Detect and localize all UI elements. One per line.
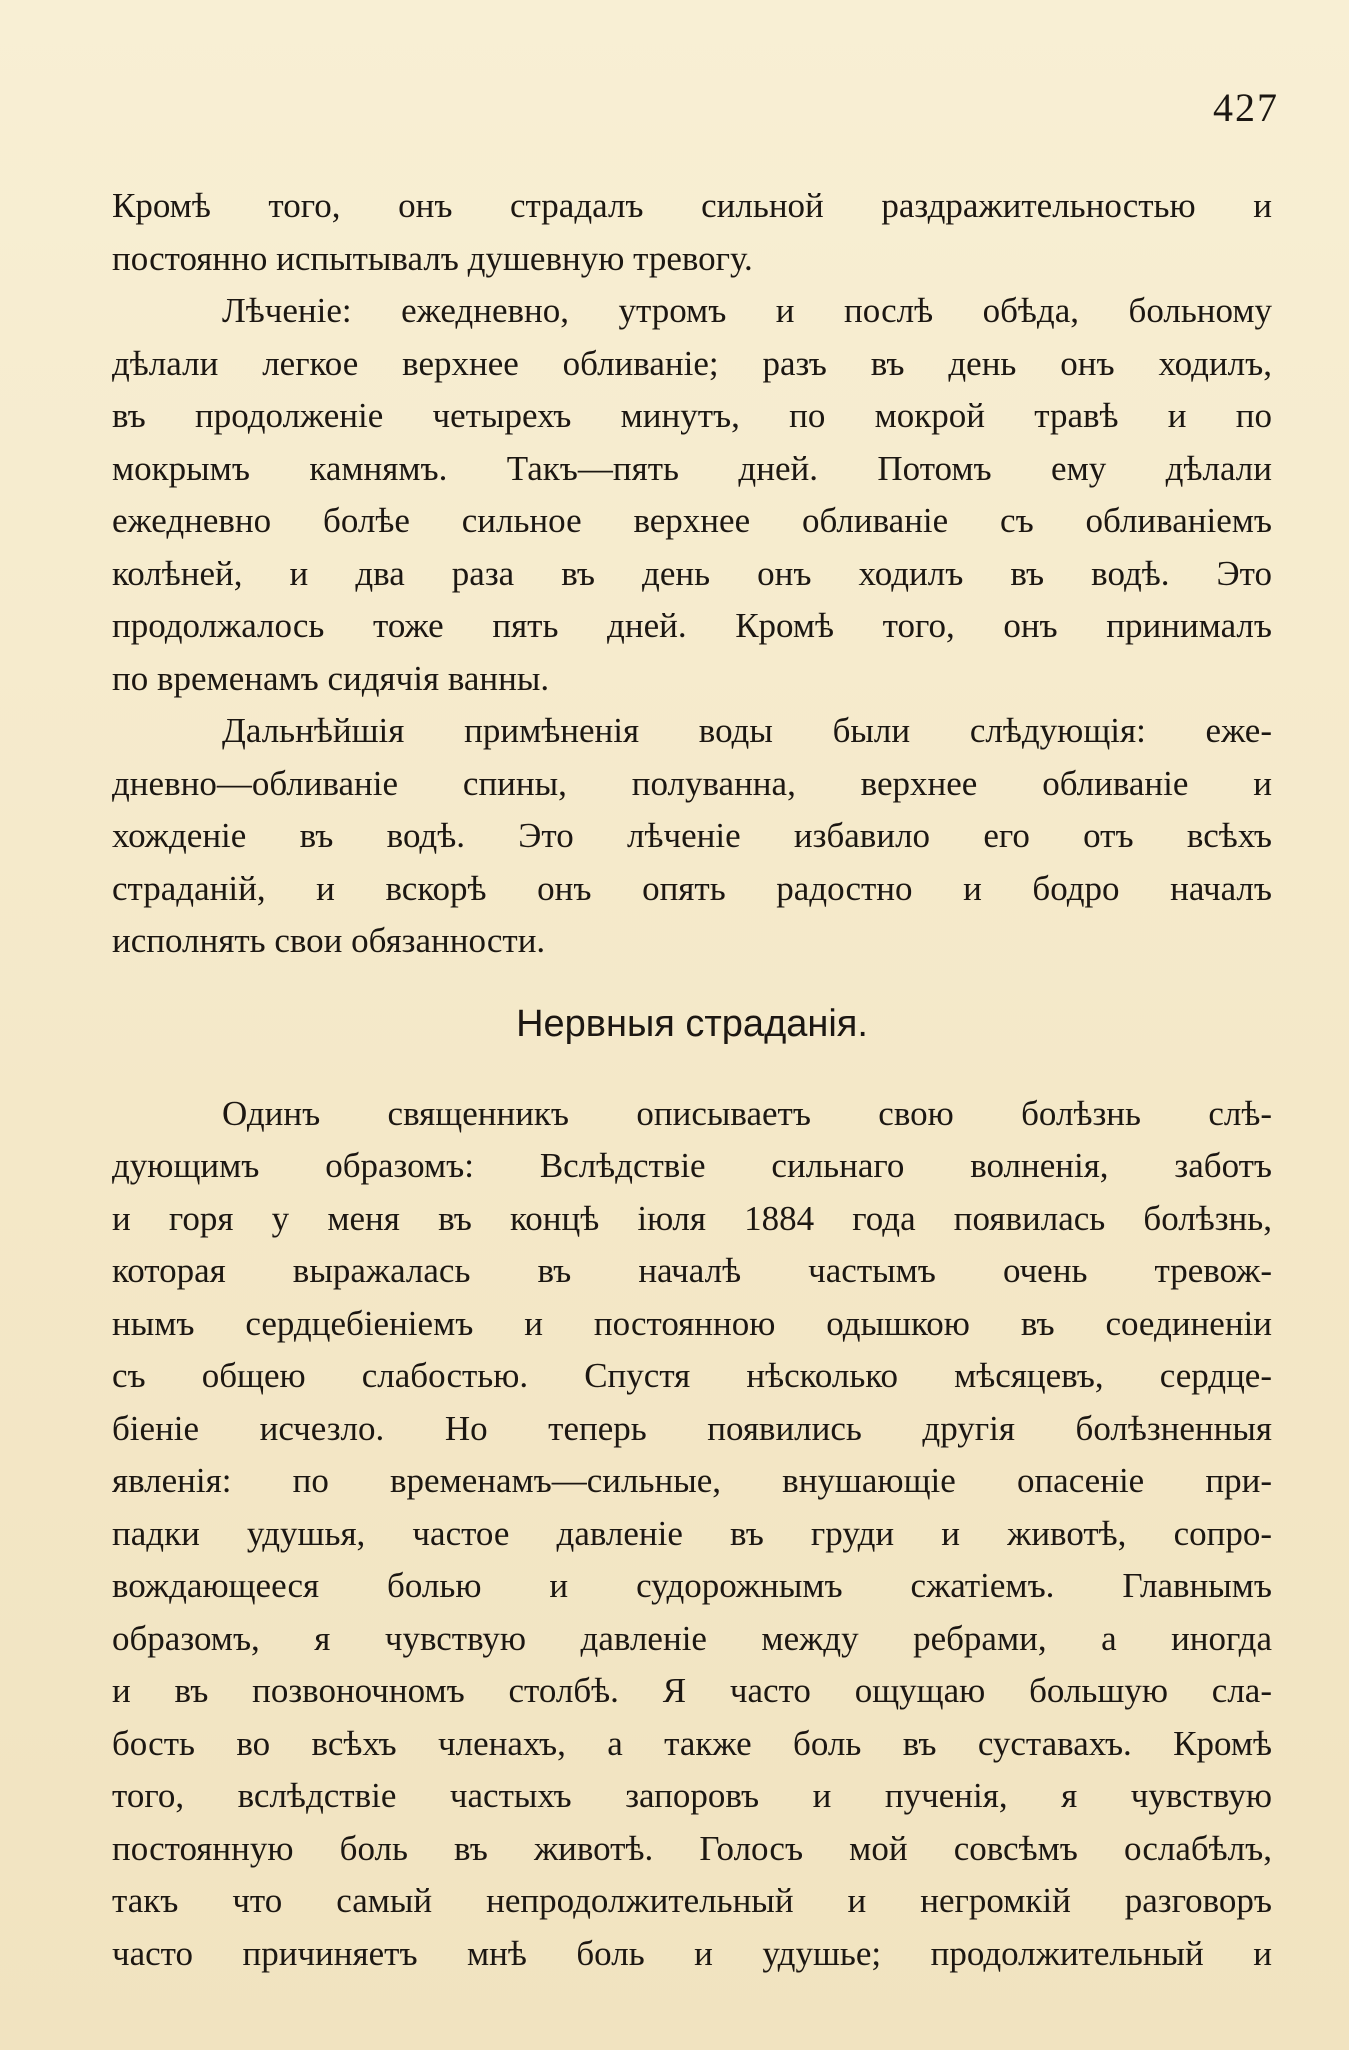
paragraph-3: [112, 705, 1272, 968]
text-line: біеніе исчезло. Но теперь появились другія болѣзненныя: [112, 1408, 1272, 1448]
text-line: продолжалось тоже пять дней. Кромѣ того, онъ принималъ: [112, 606, 1272, 645]
text-line: исполнять свои обязанности.: [112, 921, 546, 960]
text-line: колѣней, и два раза въ день онъ ходилъ въ водѣ. Это: [112, 553, 1272, 593]
text-line: хожденіе въ водѣ. Это лѣченіе избавило его отъ всѣхъ: [112, 816, 1272, 855]
text-line: падки удушья, частое давленіе въ груди и животѣ, сопро-: [112, 1513, 1272, 1553]
text-line: нымъ сердцебіеніемъ и постоянною одышкою въ соединеніи: [112, 1303, 1272, 1343]
section-heading: Нервныя страданія.: [516, 1002, 868, 1045]
text-line: страданій, и вскорѣ онъ опять радостно и бодро началъ: [112, 868, 1272, 908]
text-line: постоянно испытывалъ душевную тревогу.: [112, 238, 753, 278]
text-line: постоянную боль въ животѣ. Голосъ мой совсѣмъ ослабѣлъ,: [112, 1828, 1272, 1868]
text-line: такъ что самый непродолжительный и негромкій разговоръ: [112, 1881, 1272, 1920]
text-line: которая выражалась въ началѣ частымъ очень тревож-: [112, 1251, 1272, 1290]
text-line: бость во всѣхъ членахъ, а также боль въ суставахъ. Кромѣ: [112, 1723, 1272, 1763]
text-line: Кромѣ того, онъ страдалъ сильной раздражительностью и: [112, 186, 1272, 225]
page-text: [112, 180, 1272, 1980]
paragraph-4: [112, 1088, 1272, 1981]
text-line: Дальнѣйшія примѣненія воды были слѣдующія: еже-: [222, 711, 1272, 750]
text-line: по временамъ сидячія ванны.: [112, 658, 550, 698]
paragraph-2: [112, 285, 1272, 705]
text-line: явленія: по временамъ—сильные, внушающіе опасеніе при-: [112, 1461, 1272, 1500]
text-line: Одинъ священникъ описываетъ свою болѣзнь слѣ-: [222, 1093, 1272, 1133]
text-line: Лѣченіе: ежедневно, утромъ и послѣ обѣда, больному: [222, 291, 1272, 330]
text-line: дѣлали легкое верхнее обливаніе; разъ въ день онъ ходилъ,: [112, 343, 1272, 383]
text-line: ежедневно болѣе сильное верхнее обливаніе съ обливаніемъ: [112, 501, 1272, 540]
text-line: мокрымъ камнямъ. Такъ—пять дней. Потомъ ему дѣлали: [112, 448, 1272, 488]
text-line: дневно—обливаніе спины, полуванна, верхнее обливаніе и: [112, 763, 1272, 803]
text-line: вождающееся болью и судорожнымъ сжатіемъ. Главнымъ: [112, 1566, 1272, 1605]
text-line: и въ позвоночномъ столбѣ. Я часто ощущаю большую сла-: [112, 1671, 1272, 1710]
text-line: и горя у меня въ концѣ іюля 1884 года появилась болѣзнь,: [112, 1198, 1272, 1238]
text-line: съ общею слабостью. Спустя нѣсколько мѣсяцевъ, сердце-: [112, 1356, 1272, 1395]
page-number: 427: [1213, 85, 1279, 130]
text-line: дующимъ образомъ: Вслѣдствіе сильнаго волненія, заботъ: [112, 1146, 1272, 1185]
text-line: образомъ, я чувствую давленіе между ребрами, а иногда: [112, 1618, 1272, 1658]
text-line: въ продолженіе четырехъ минутъ, по мокрой травѣ и по: [112, 396, 1272, 435]
text-line: того, вслѣдствіе частыхъ запоровъ и пученія, я чувствую: [112, 1776, 1272, 1815]
text-line: часто причиняетъ мнѣ боль и удушье; продолжительный и: [112, 1933, 1272, 1973]
paragraph-1: [112, 180, 1272, 285]
